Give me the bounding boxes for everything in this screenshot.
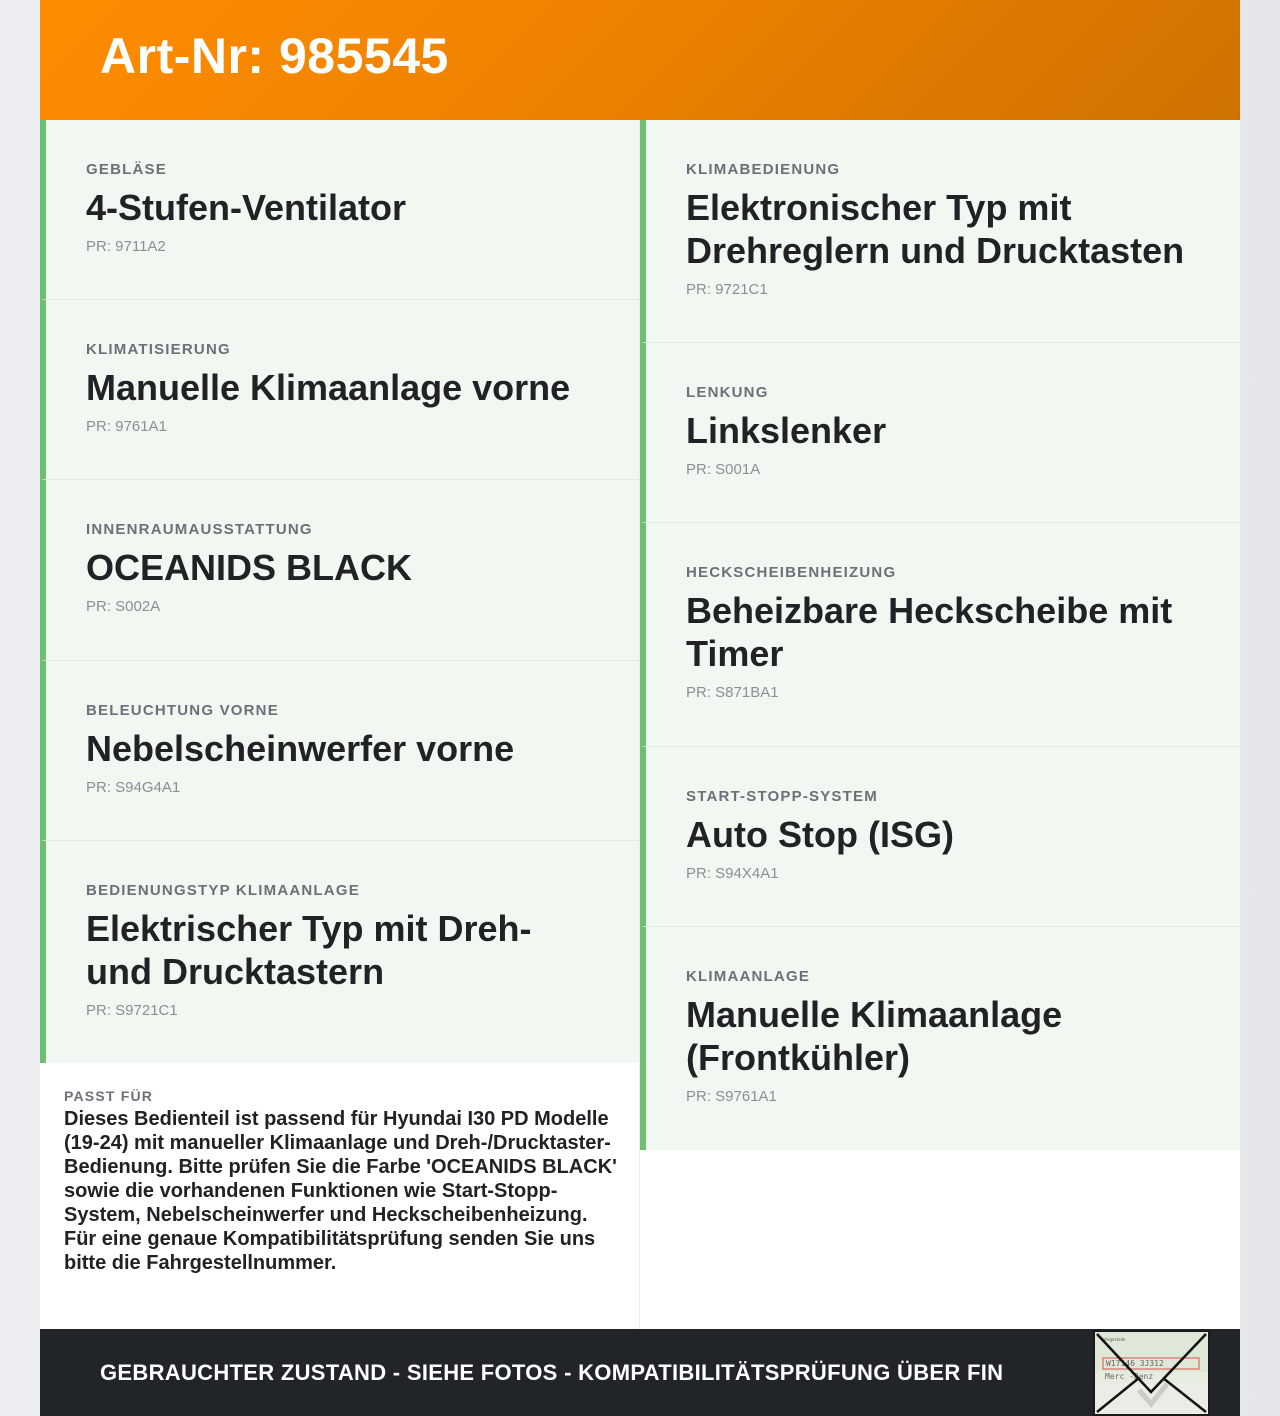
svg-text:Merc -Benz: Merc -Benz — [1105, 1372, 1154, 1381]
spec-item-innenraumausstattung — [40, 480, 639, 661]
spec-value: Manuelle Klimaanlage vorne — [86, 367, 571, 408]
svg-text:W17146 3J312: W17146 3J312 — [1106, 1359, 1164, 1368]
spec-item-start-stopp-system — [640, 747, 1240, 927]
spec-pr-code: PR: S9721C1 — [86, 1002, 178, 1019]
spec-item-klimatisierung — [40, 300, 639, 480]
compatibility-section — [40, 1063, 639, 1329]
spec-label: KLIMATISIERUNG — [86, 341, 231, 358]
envelope-vin-icon — [1093, 1330, 1210, 1416]
footer-condition-text: GEBRAUCHTER ZUSTAND - SIEHE FOTOS - KOMPATIBILITÄTSPRÜFUNG ÜBER FIN — [100, 1360, 1004, 1385]
spec-label: HECKSCHEIBENHEIZUNG — [686, 564, 897, 581]
spec-item-klimaanlage — [640, 927, 1240, 1150]
page-container — [40, 0, 1240, 1416]
spec-value: OCEANIDS BLACK — [86, 547, 413, 588]
spec-pr-code: PR: S871BA1 — [686, 684, 779, 701]
spec-item-lenkung — [640, 343, 1240, 523]
spec-label: START-STOPP-SYSTEM — [686, 788, 878, 805]
spec-pr-code: PR: 9711A2 — [86, 238, 166, 255]
spec-item-geblaese — [40, 120, 639, 300]
compatibility-label: PASST FÜR — [64, 1088, 154, 1104]
spec-value: Elektronischer Typ mit Drehreglern und Drucktasten — [686, 187, 1185, 271]
spec-value: Nebelscheinwerfer vorne — [86, 728, 515, 769]
spec-pr-code: PR: S001A — [686, 461, 761, 478]
right-column — [640, 120, 1240, 1150]
header-banner — [40, 0, 1240, 120]
spec-value: Elektrischer Typ mit Dreh- und Drucktastern — [86, 908, 532, 992]
spec-value: Auto Stop (ISG) — [686, 814, 954, 855]
spec-value: 4-Stufen-Ventilator — [86, 187, 407, 228]
compatibility-text: Dieses Bedienteil ist passend für Hyundai I30 PD Modelle (19-24) mit manueller Klimaanlage und Dreh-/Drucktaster-Bedienung. Bitte prüfen Sie die Farbe 'OCEANIDS BLACK' sowie die vorhandenen Funktionen wie Start-Stopp-System, Nebelscheinwerfer und Heckscheibenheizung. Für eine genaue Kompatibilitätsprüfung senden Sie uns bitte die Fahrgestellnummer. — [64, 1108, 617, 1274]
spec-item-bedienungstyp-klimaanlage — [40, 841, 639, 1064]
article-number-title: Art-Nr: 985545 — [100, 28, 449, 84]
svg-text:Fahrgestelle: Fahrgestelle — [1101, 1337, 1126, 1342]
spec-item-klimabedienung — [640, 120, 1240, 343]
spec-pr-code: PR: S9761A1 — [686, 1088, 777, 1105]
spec-pr-code: PR: S94G4A1 — [86, 779, 181, 796]
spec-item-heckscheibenheizung — [640, 523, 1240, 747]
spec-label: BEDIENUNGSTYP KLIMAANLAGE — [86, 882, 360, 899]
spec-pr-code: PR: S002A — [86, 598, 161, 615]
spec-label: INNENRAUMAUSSTATTUNG — [86, 521, 313, 538]
spec-pr-code: PR: 9761A1 — [86, 418, 167, 435]
spec-value: Manuelle Klimaanlage (Frontkühler) — [686, 994, 1063, 1078]
footer-bar — [40, 1329, 1240, 1416]
spec-value: Beheizbare Heckscheibe mit Timer — [686, 590, 1173, 674]
spec-label: GEBLÄSE — [86, 161, 167, 178]
spec-label: LENKUNG — [686, 384, 769, 401]
spec-label: KLIMAANLAGE — [686, 968, 811, 985]
spec-value: Linkslenker — [686, 410, 887, 451]
spec-pr-code: PR: 9721C1 — [686, 281, 768, 298]
spec-label: KLIMABEDIENUNG — [686, 161, 841, 178]
spec-item-beleuchtung-vorne — [40, 661, 639, 841]
spec-pr-code: PR: S94X4A1 — [686, 865, 779, 882]
spec-label: BELEUCHTUNG VORNE — [86, 702, 279, 719]
